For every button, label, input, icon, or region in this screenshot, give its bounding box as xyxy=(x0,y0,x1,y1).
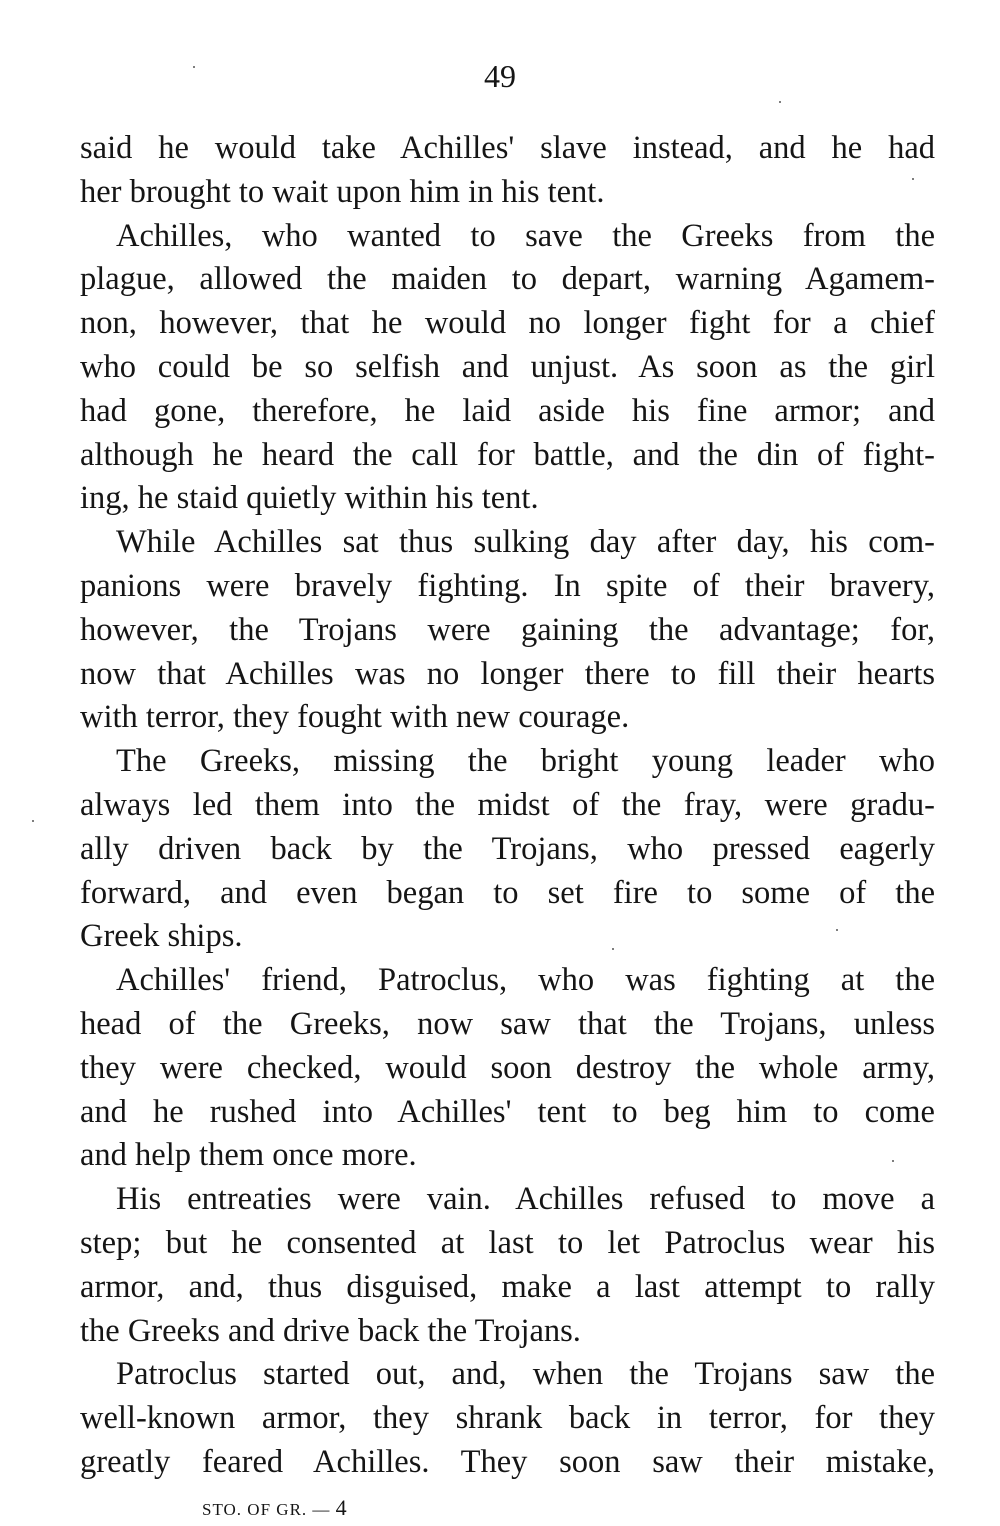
text-line: her brought to wait upon him in his tent. xyxy=(80,173,605,210)
scan-speck xyxy=(779,101,781,103)
text-line: While Achilles sat thus sulking day after day, his com- xyxy=(116,524,935,561)
text-line: said he would take Achilles' slave instead, and he had xyxy=(80,130,935,166)
signature-prefix: STO. OF GR. — xyxy=(202,1500,331,1519)
text-line: step; but he consented at last to let Patroclus wear his xyxy=(80,1224,935,1261)
signature-mark xyxy=(202,1495,348,1523)
text-line: with terror, they fought with new courage. xyxy=(80,699,630,736)
text-line: non, however, that he would no longer fight for a chief xyxy=(80,305,935,342)
text-line: His entreaties were vain. Achilles refused to move a xyxy=(116,1181,935,1218)
text-line: ally driven back by the Trojans, who pressed eagerly xyxy=(80,830,935,867)
text-line: the Greeks and drive back the Trojans. xyxy=(80,1312,581,1349)
text-line: forward, and even began to set fire to some of the xyxy=(80,874,935,911)
text-line: Patroclus started out, and, when the Trojans saw the xyxy=(116,1356,935,1393)
text-line: who could be so selfish and unjust. As soon as the girl xyxy=(80,348,935,385)
text-line: had gone, therefore, he laid aside his fine armor; and xyxy=(80,392,935,429)
page-number: 49 xyxy=(484,58,516,94)
signature-number: 4 xyxy=(335,1495,348,1520)
text-line: however, the Trojans were gaining the advantage; for, xyxy=(80,611,935,648)
text-line: Achilles, who wanted to save the Greeks from the xyxy=(116,217,935,254)
scan-speck xyxy=(836,929,838,931)
scan-speck xyxy=(892,1160,894,1162)
scan-speck xyxy=(193,66,195,68)
body-text xyxy=(80,127,935,1485)
scan-speck xyxy=(612,948,614,950)
text-line: Greek ships. xyxy=(80,918,243,955)
scan-speck xyxy=(32,820,34,822)
text-line: although he heard the call for battle, and the din of fight- xyxy=(80,436,935,473)
text-line: panions were bravely fighting. In spite of their bravery, xyxy=(80,567,935,604)
text-line: head of the Greeks, now saw that the Trojans, unless xyxy=(80,1005,935,1042)
text-line: Achilles' friend, Patroclus, who was fighting at the xyxy=(116,962,935,999)
text-line: ing, he staid quietly within his tent. xyxy=(80,480,539,517)
text-line: plague, allowed the maiden to depart, warning Agamem- xyxy=(80,261,935,298)
scan-speck xyxy=(912,178,914,180)
text-line: armor, and, thus disguised, make a last attempt to rally xyxy=(80,1268,935,1305)
text-line: greatly feared Achilles. They soon saw their mistake, xyxy=(80,1443,935,1480)
text-line: The Greeks, missing the bright young leader who xyxy=(116,743,935,780)
text-line: they were checked, would soon destroy the whole army, xyxy=(80,1049,935,1086)
text-line: always led them into the midst of the fray, were gradu- xyxy=(80,786,935,823)
text-line: now that Achilles was no longer there to fill their hearts xyxy=(80,655,935,692)
text-line: well-known armor, they shrank back in terror, for they xyxy=(80,1400,935,1437)
text-line: and he rushed into Achilles' tent to beg him to come xyxy=(80,1093,935,1130)
text-line: and help them once more. xyxy=(80,1137,417,1174)
